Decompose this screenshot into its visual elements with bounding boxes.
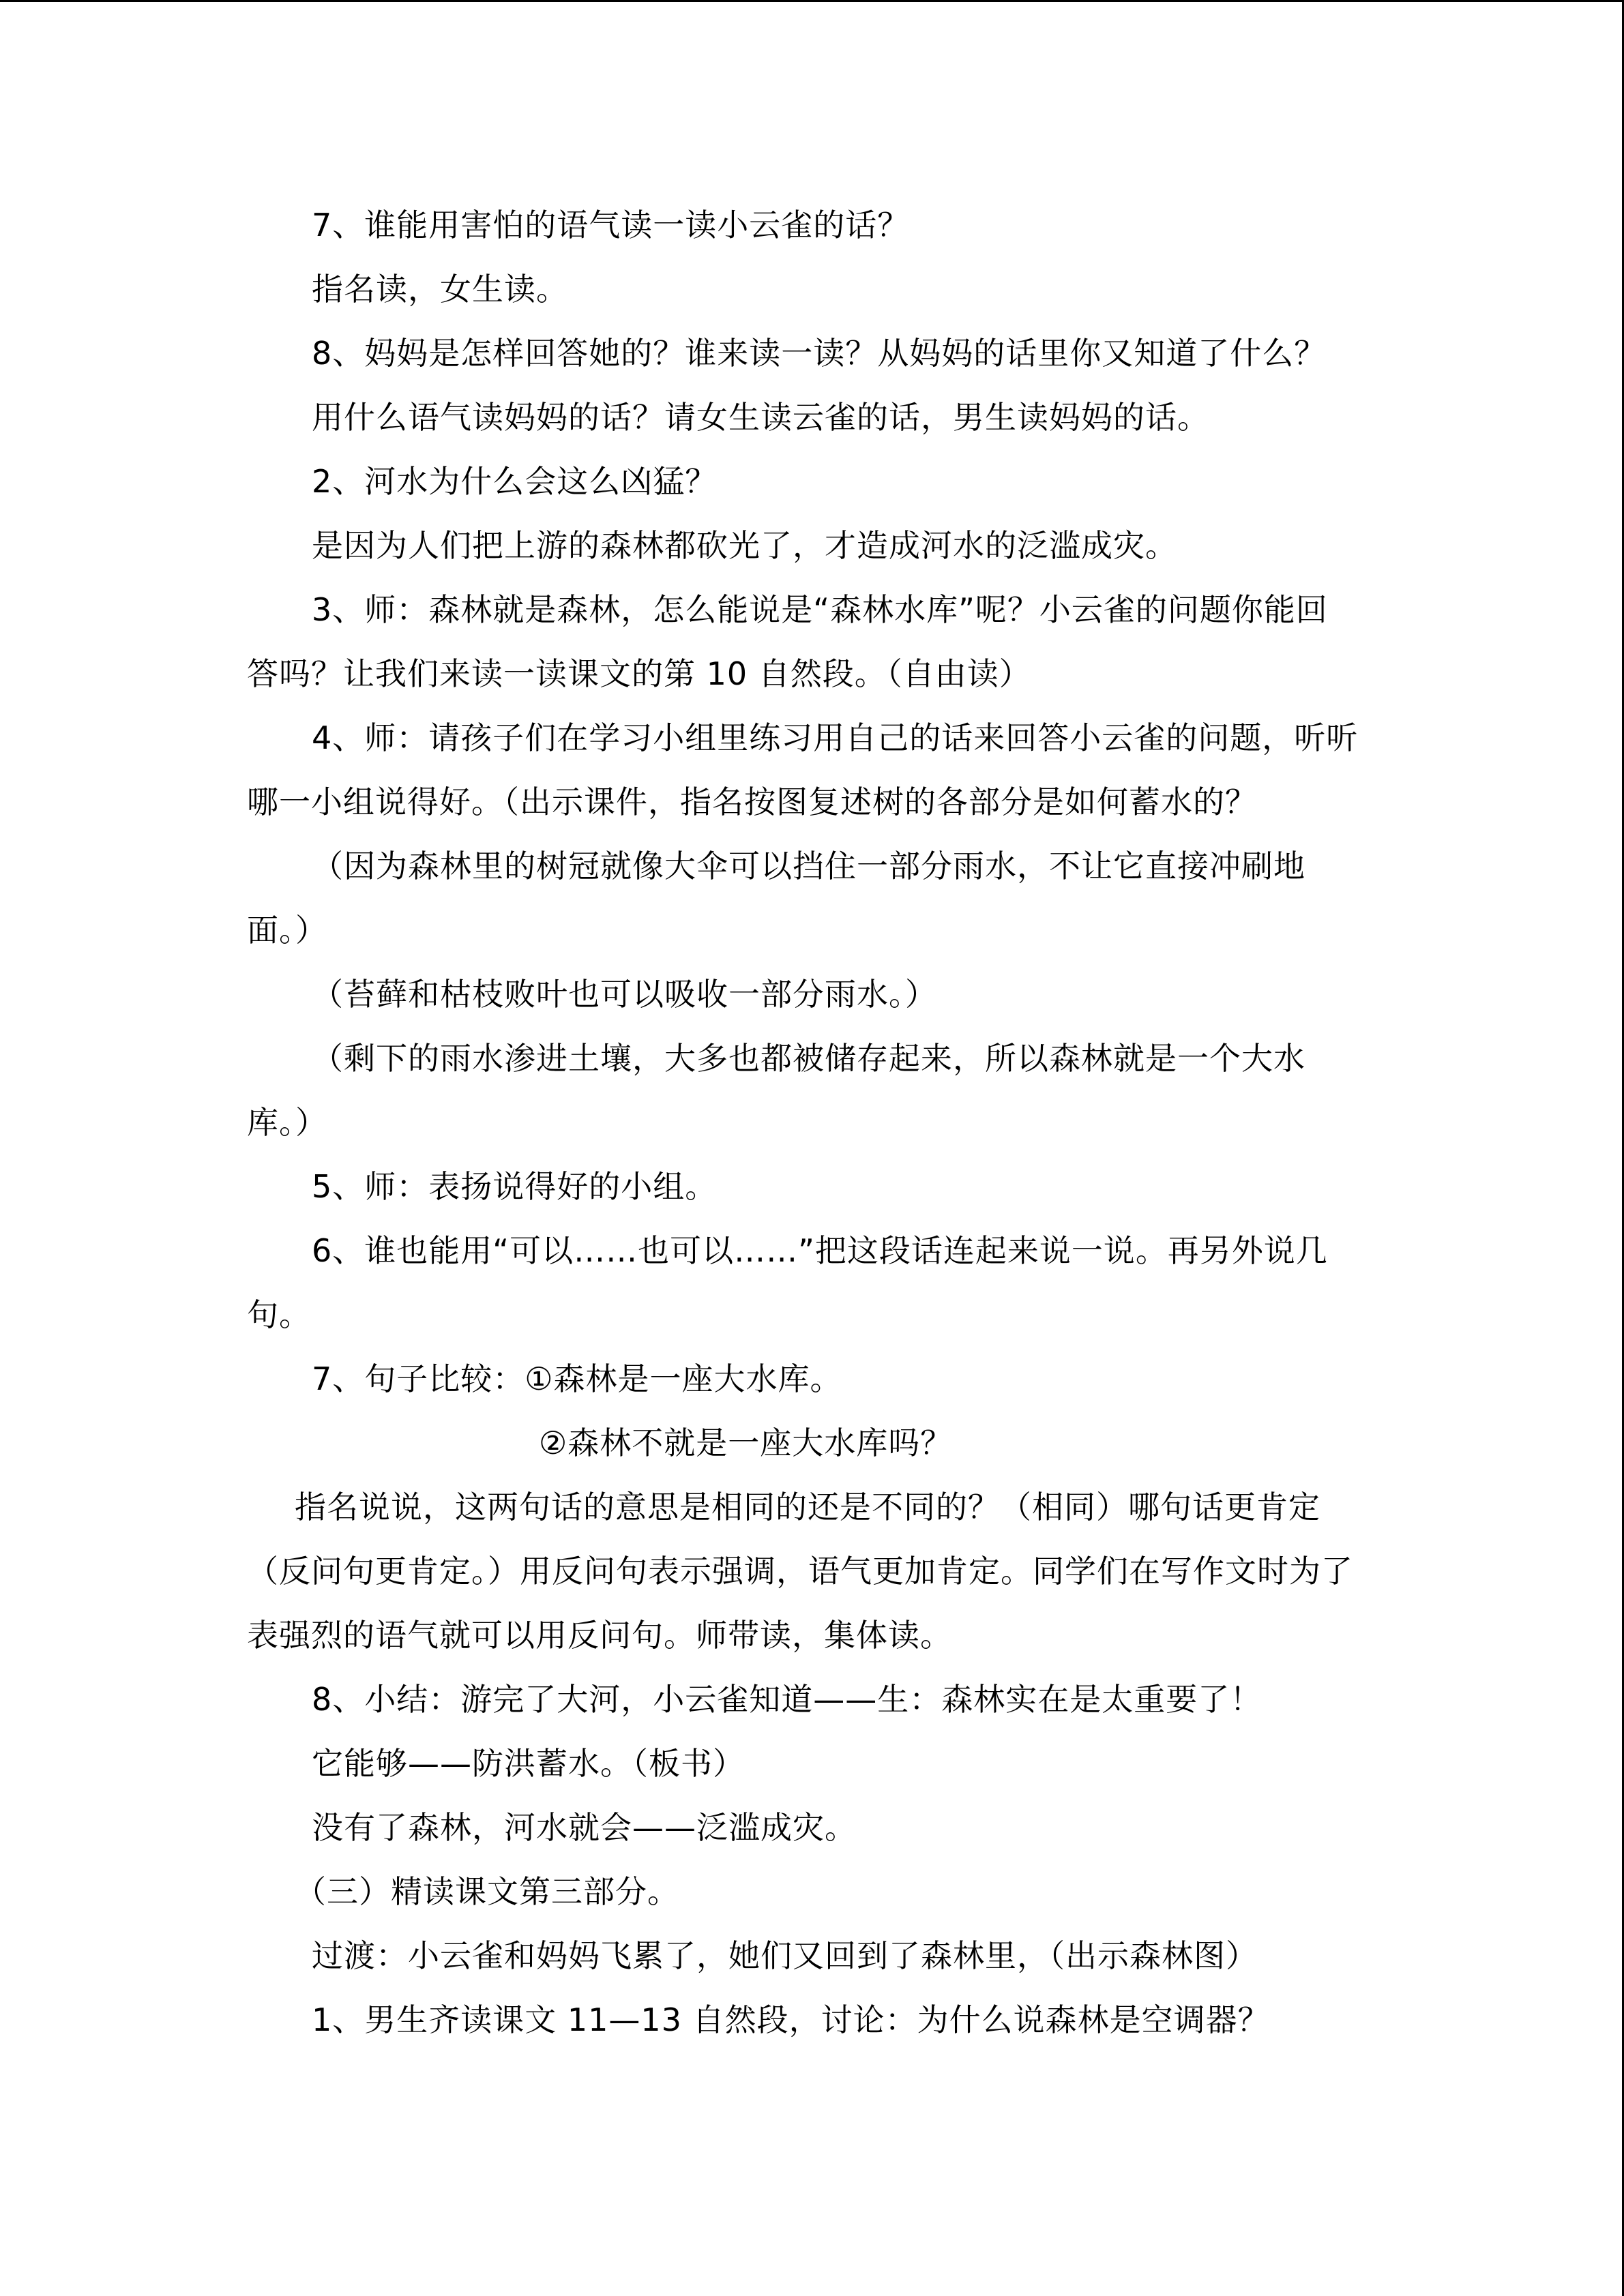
text-line-3: 8、妈妈是怎样回答她的？谁来读一读？从妈妈的话里你又知道了什么？ [312, 335, 1327, 372]
text-line-18: 句。 [247, 1296, 311, 1333]
text-line-5: 2、河水为什么会这么凶猛？ [312, 463, 718, 500]
text-line-11: （因为森林里的树冠就像大伞可以挡住一部分雨水，不让它直接冲刷地 [312, 848, 1305, 884]
text-line-6: 是因为人们把上游的森林都砍光了，才造成河水的泛滥成灾。 [312, 527, 1177, 564]
text-line-21: 指名说说，这两句话的意思是相同的还是不同的？（相同）哪句话更肯定 [295, 1489, 1320, 1525]
text-line-24: 8、小结：游完了大河，小云雀知道——生：森林实在是太重要了！ [312, 1681, 1263, 1718]
text-line-19: 7、句子比较：①森林是一座大水库。 [312, 1360, 842, 1397]
text-line-1: 7、谁能用害怕的语气读一读小云雀的话？ [312, 207, 910, 243]
text-line-7: 3、师：森林就是森林，怎么能说是“森林水库”呢？小云雀的问题你能回 [312, 591, 1328, 628]
text-line-8: 答吗？让我们来读一读课文的第 10 自然段。（自由读） [247, 655, 1031, 692]
text-line-14: （剩下的雨水渗进土壤，大多也都被储存起来，所以森林就是一个大水 [312, 1040, 1305, 1077]
text-line-15: 库。） [247, 1104, 327, 1141]
text-line-10: 哪一小组说得好。（出示课件，指名按图复述树的各部分是如何蓄水的？ [247, 784, 1257, 820]
text-line-20: ②森林不就是一座大水库吗？ [539, 1425, 953, 1461]
text-line-23: 表强烈的语气就可以用反问句。师带读，集体读。 [247, 1617, 952, 1654]
text-line-13: （苔藓和枯枝败叶也可以吸收一部分雨水。） [312, 976, 937, 1013]
text-line-2: 指名读，女生读。 [312, 271, 568, 308]
text-line-17: 6、谁也能用“可以……也可以……”把这段话连起来说一说。再另外说几 [312, 1232, 1328, 1269]
page-border-top [0, 0, 1624, 2]
text-line-25: 它能够——防洪蓄水。（板书） [312, 1745, 745, 1782]
text-line-28: 过渡：小云雀和妈妈飞累了，她们又回到了森林里，（出示森林图） [312, 1937, 1258, 1974]
text-line-26: 没有了森林，河水就会——泛滥成灾。 [312, 1809, 857, 1846]
text-line-9: 4、师：请孩子们在学习小组里练习用自己的话来回答小云雀的问题，听听 [312, 719, 1359, 756]
text-line-29: 1、男生齐读课文 11—13 自然段，讨论：为什么说森林是空调器？ [312, 2001, 1270, 2038]
text-line-27: （三）精读课文第三部分。 [295, 1873, 679, 1910]
text-line-12: 面。） [247, 912, 327, 949]
text-line-22: （反问句更肯定。）用反问句表示强调，语气更加肯定。同学们在写作文时为了 [247, 1553, 1353, 1590]
text-line-16: 5、师：表扬说得好的小组。 [312, 1168, 718, 1205]
text-line-4: 用什么语气读妈妈的话？请女生读云雀的话，男生读妈妈的话。 [312, 399, 1209, 436]
